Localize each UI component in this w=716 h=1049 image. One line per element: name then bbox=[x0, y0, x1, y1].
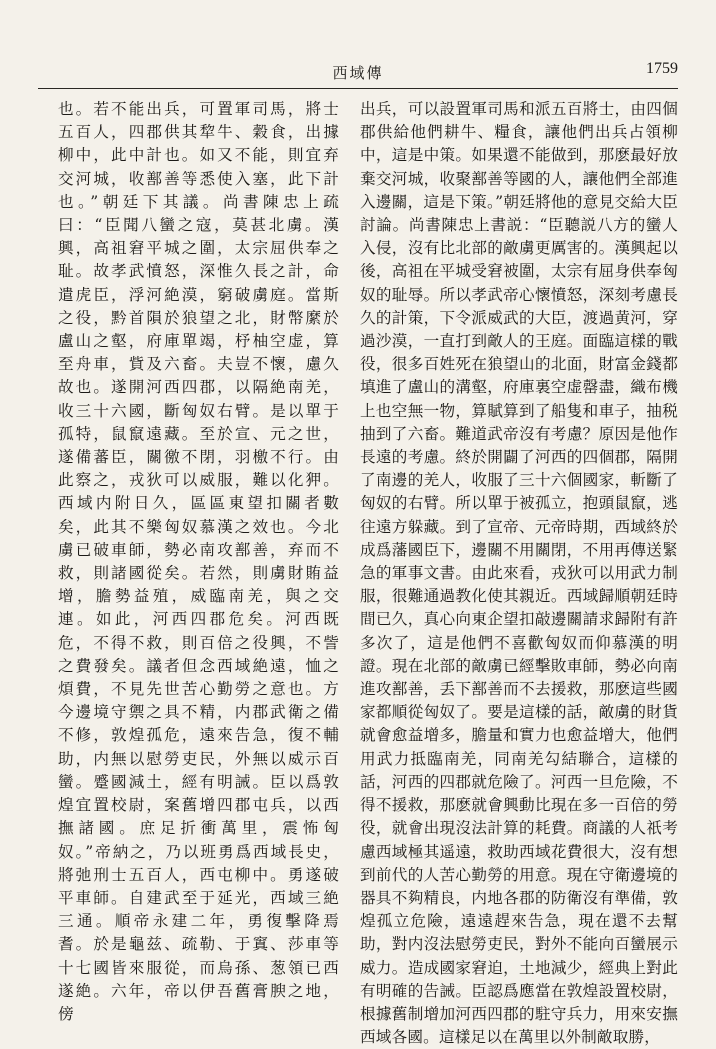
page-header bbox=[38, 58, 678, 86]
header-rule bbox=[38, 88, 678, 89]
translation-text-column bbox=[360, 98, 678, 1047]
page-number: 1759 bbox=[646, 60, 678, 77]
classical-text: 也。若不能出兵，可置軍司馬，將士五百人，四郡供其犂牛、穀食，出據柳中，此中計也。如又不能，則宜弃交河城，收鄯善等悉使入塞，此下計也。”朝廷下其議。尚書陳忠上疏曰：“臣聞八蠻之寇，莫甚北虜。漢興，高祖窘平城之圍，太宗屈供奉之耻。故孝武憤怒，深惟久長之計，命遣虎臣，浮河絶漠，窮破虜庭。當斯之役，黔首隕於狼望之北，財幣縻於盧山之壑，府庫單竭，杼柚空虚，算至舟車，貲及六畜。夫豈不懷，慮久故也。遂開河西四郡，以隔絶南羌，收三十六國，斷匈奴右臂。是以單于孤特，鼠竄遠藏。至於宣、元之世，遂備蕃臣，關徼不閉，羽檄不行。由此察之，戎狄可以威服，難以化狎。西域内附日久，區區東望扣關者數矣，此其不樂匈奴慕漢之效也。今北虜已破車師，勢必南攻鄯善，弃而不救，則諸國從矣。若然，則虜財賄益增，膽勢益殖，威臨南羌，與之交連。如此，河西四郡危矣。河西既危，不得不救，則百倍之役興，不訾之費發矣。議者但念西域絶遠，恤之煩費，不見先世苦心勤勞之意也。方今邊境守禦之具不精，内郡武衛之備不修，敦煌孤危，遠來告急，復不輔助，内無以慰勞吏民，外無以威示百蠻。蹙國減土，經有明誡。臣以爲敦煌宜置校尉，案舊增四郡屯兵，以西撫諸國。庶足折衝萬里，震怖匈奴。”帝納之，乃以班勇爲西域長史，將弛刑士五百人，西屯柳中。勇遂破平車師。自建武至于延光，西域三絶三通。順帝永建二年，勇復擊降焉耆。於是龜兹、疏勒、于窴、莎車等十七國皆來服從，而烏孫、葱領已西遂絶。六年，帝以伊吾舊膏腴之地，傍 bbox=[58, 100, 340, 1023]
translation-text: 出兵，可以設置軍司馬和派五百將士，由四個郡供給他們耕牛、糧食，讓他們出兵占領柳中，這是中策。如果還不能做到，那麽最好放棄交河城，收聚鄯善等國的人，讓他們全部進入邊關，這是下策。”朝廷將他的意見交給大臣討論。尚書陳忠上書説：“臣聽説八方的蠻人入侵，沒有比北部的敵虜更厲害的。漢興起以後，高祖在平城受窘被圍，太宗有屈身供奉匈奴的耻辱。所以孝武帝心懷憤怒，深刻考慮長久的計策，下令派威武的大臣，渡過黄河，穿過沙漠，一直打到敵人的王庭。面臨這樣的戰役，很多百姓死在狼望山的北面，財富金錢都填進了盧山的溝壑，府庫裏空虚罄盡，織布機上也空無一物，算賦算到了船隻和車子，抽税抽到了六畜。難道武帝沒有考慮？原因是他作長遠的考慮。終於開闢了河西的四個郡，隔開了南邊的羌人，收服了三十六個國家，斬斷了匈奴的右臂。所以單于被孤立，抱頭鼠竄，逃往遠方躲藏。到了宣帝、元帝時期，西域終於成爲藩國臣下，邊關不用關閉，不用再傳送緊急的軍事文書。由此來看，戎狄可以用武力制服，很難通過教化使其親近。西域歸順朝廷時間已久，真心向東企望扣敲邊關請求歸附有許多次了，這是他們不喜歡匈奴而仰慕漢的明證。現在北部的敵虜已經擊敗車師，勢必向南進攻鄯善，丢下鄯善而不去援救，那麽這些國家都順從匈奴了。要是這樣的話，敵虜的財貨就會愈益增多，膽量和實力也愈益增大，他們用武力抵臨南羌，同南羌勾結聯合，這樣的話，河西的四郡就危險了。河西一旦危險，不得不援救，那麽就會興動比現在多一百倍的勞役，就會出現沒法計算的耗費。商議的人祇考慮西域極其遥遠，救助西域花費很大，沒有想到前代的人苦心勤勞的用意。現在守衛邊境的器具不夠精良，内地各郡的防衛沒有準備，敦煌孤立危險，遠遠趕來告急，現在還不去幫助，對内沒法慰勞吏民，對外不能向百蠻展示威力。造成國家窘迫，土地減少，經典上對此有明確的告誡。臣認爲應當在敦煌設置校尉，根據舊制增加河西四郡的駐守兵力，用來安撫西域各國。這樣足以在萬里以外制敵取勝， bbox=[360, 100, 678, 1047]
running-title: 西域傳 bbox=[332, 64, 384, 82]
classical-text-column bbox=[58, 98, 340, 1023]
